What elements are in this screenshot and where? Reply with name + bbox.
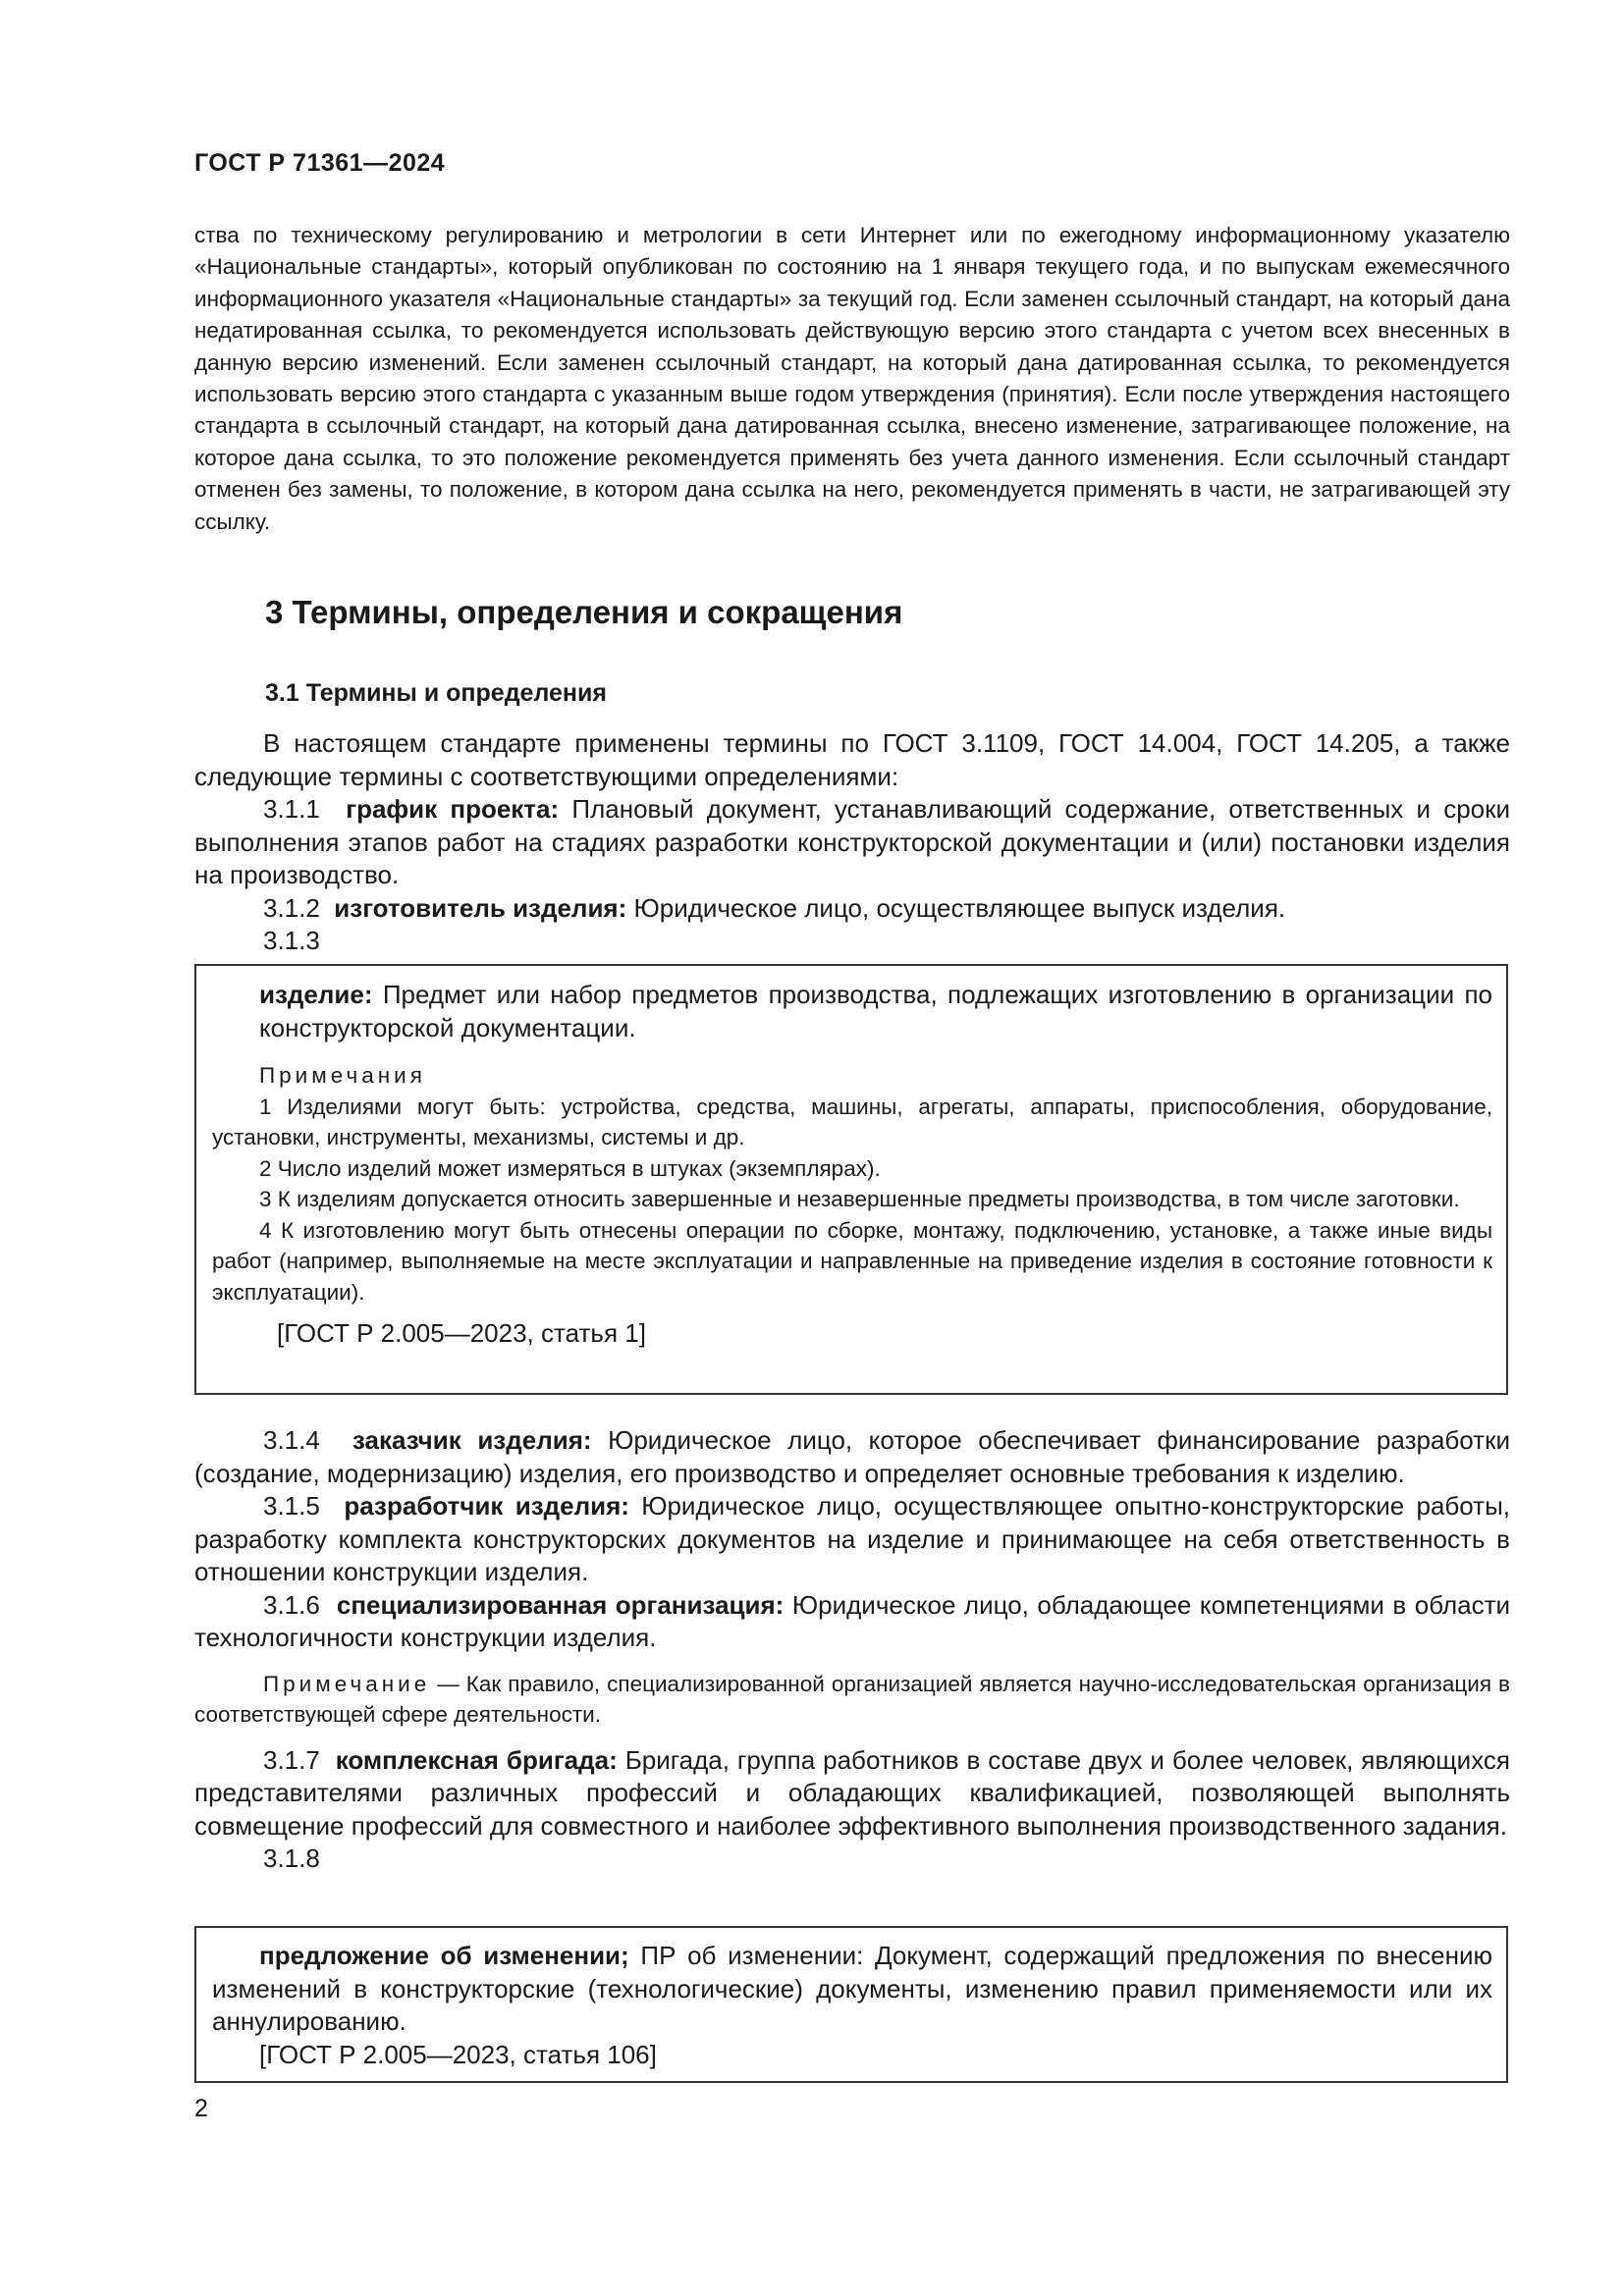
term-3-1-8-number: 3.1.8 xyxy=(263,1843,320,1873)
term-name: специализированная организация: xyxy=(336,1589,785,1620)
term-source: [ГОСТ Р 2.005—2023, статья 1] xyxy=(277,1318,646,1348)
note-item: 4 К изготовлению могут быть отнесены операции по сборке, монтажу, подключению, установке, а также иные виды работ (например, выполняемые на месте эксплуатации и направленные на приведение изделия в состояние готовности к эксплуатации). xyxy=(212,1217,1492,1305)
terms-block-2 xyxy=(194,1424,1510,1876)
term-box-3-1-8 xyxy=(194,1926,1508,2083)
term-definition: Бригада, группа работников в составе двух и более человек, являющихся представителями различных профессий и обладающих квалификацией, позволяющей выполнять совмещение профессий для совместного и наиболее эффективного выполнения производственного задания. xyxy=(194,1744,1510,1841)
note-item: 3 К изделиям допускается относить завершенные и незавершенные предметы производства, в том числе заготовки. xyxy=(259,1187,1460,1211)
term-definition: Юридическое лицо, осуществляющее выпуск изделия. xyxy=(633,892,1286,923)
term-3-1-6 xyxy=(194,1589,1510,1655)
note-label: Примечание xyxy=(263,1671,431,1696)
term-name: изготовитель изделия: xyxy=(334,892,627,923)
term-source: [ГОСТ Р 2.005—2023, статья 106] xyxy=(259,2039,657,2069)
term-name: комплексная бригада: xyxy=(335,1744,618,1775)
term-name: график проекта: xyxy=(346,794,560,824)
term-3-1-1 xyxy=(194,793,1510,892)
subsection-title: 3.1 Термины и определения xyxy=(265,679,607,707)
note-item: 1 Изделиями могут быть: устройства, средства, машины, агрегаты, аппараты, приспособления, оборудование, установки, инструменты, механизмы, системы и др. xyxy=(212,1094,1492,1149)
note-item: 2 Число изделий может измеряться в штуках (экземплярах). xyxy=(259,1155,881,1181)
terms-block-1 xyxy=(194,727,1510,958)
term-definition: Юридическое лицо, обладающее компетенциями в области технологичности конструкции изделия. xyxy=(194,1589,1511,1652)
term-number: 3.1.5 xyxy=(263,1491,320,1521)
term-name: разработчик изделия: xyxy=(344,1491,629,1521)
term-box-3-1-3 xyxy=(194,964,1508,1395)
page-number: 2 xyxy=(194,2095,208,2122)
term-definition: ПР об изменении: Документ, содержащий предложения по внесению изменений в конструкторские (технологические) документы, изменению правил применяемости или их аннулированию. xyxy=(212,1941,1493,2036)
term-3-1-8 xyxy=(196,1928,1506,2039)
term-3-1-2 xyxy=(194,892,1510,926)
notes-title: Примечания xyxy=(259,1063,426,1088)
term-name: изделие: xyxy=(259,980,373,1009)
term-3-1-7 xyxy=(194,1744,1510,1843)
intro-paragraph: ства по техническому регулированию и метрологии в сети Интернет или по ежегодному информационному указателю «Национальные стандарты», который опубликован по состоянию на 1 января текущего года, и по выпускам ежемесячного информационного указателя «Национальные стандарты» за текущий год. Если заменен ссылочный стандарт, на который дана недатированная ссылка, то рекомендуется использовать действующую версию этого стандарта с учетом всех внесенных в данную версию изменений. Если заменен ссылочный стандарт, на который дана датированная ссылка, то рекомендуется использовать версию этого стандарта с указанным выше годом утверждения (принятия). Если после утверждения настоящего стандарта в ссылочный стандарт, на который дана датированная ссылка, внесено изменение, затрагивающее положение, на которое дана ссылка, то это положение рекомендуется применять без учета данного изменения. Если ссылочный стандарт отменен без замены, то положение, в котором дана ссылка на него, рекомендуется применять в части, не затрагивающей эту ссылку. xyxy=(194,223,1510,534)
term-definition: Предмет или набор предметов производства, подлежащих изготовлению в организации по конструкторской документации. xyxy=(259,980,1492,1042)
term-definition: Юридическое лицо, которое обеспечивает финансирование разработки (создание, модернизацию) изделия, его производство и определяет основные требования к изделию. xyxy=(194,1425,1510,1488)
term-3-1-4 xyxy=(194,1424,1510,1490)
term-3-1-5 xyxy=(194,1490,1510,1589)
notes-block xyxy=(196,1044,1506,1308)
document-header: ГОСТ Р 71361—2024 xyxy=(194,149,446,177)
term-number: 3.1.6 xyxy=(263,1589,320,1620)
term-3-1-3-number: 3.1.3 xyxy=(263,926,320,955)
section-title: 3 Термины, определения и сокращения xyxy=(265,594,903,630)
term-name: предложение об изменении; xyxy=(259,1941,629,1970)
note-3-1-6 xyxy=(194,1669,1510,1731)
note-text: — Как правило, специализированной организацией является научно-исследовательская организация в соответствующей сфере деятельности. xyxy=(194,1671,1510,1727)
term-number: 3.1.2 xyxy=(263,892,320,923)
term-3-1-3 xyxy=(259,979,1492,1044)
term-definition: Юридическое лицо, осуществляющее опытно-конструкторские работы, разработку комплекта конструкторских документов на изделие и принимающее на себя ответственность в отношении конструкции изделия. xyxy=(194,1491,1510,1586)
term-name: заказчик изделия: xyxy=(352,1425,592,1455)
term-number: 3.1.1 xyxy=(263,794,320,824)
term-number: 3.1.4 xyxy=(263,1425,320,1455)
term-definition: Плановый документ, устанавливающий содержание, ответственных и сроки выполнения этапов работ на стадиях разработки конструкторской документации и (или) постановки изделия на производство. xyxy=(194,794,1511,889)
lead-paragraph: В настоящем стандарте применены термины по ГОСТ 3.1109, ГОСТ 14.004, ГОСТ 14.205, а также следующие термины с соответствующими определениями: xyxy=(194,728,1510,791)
term-number: 3.1.7 xyxy=(263,1744,320,1775)
